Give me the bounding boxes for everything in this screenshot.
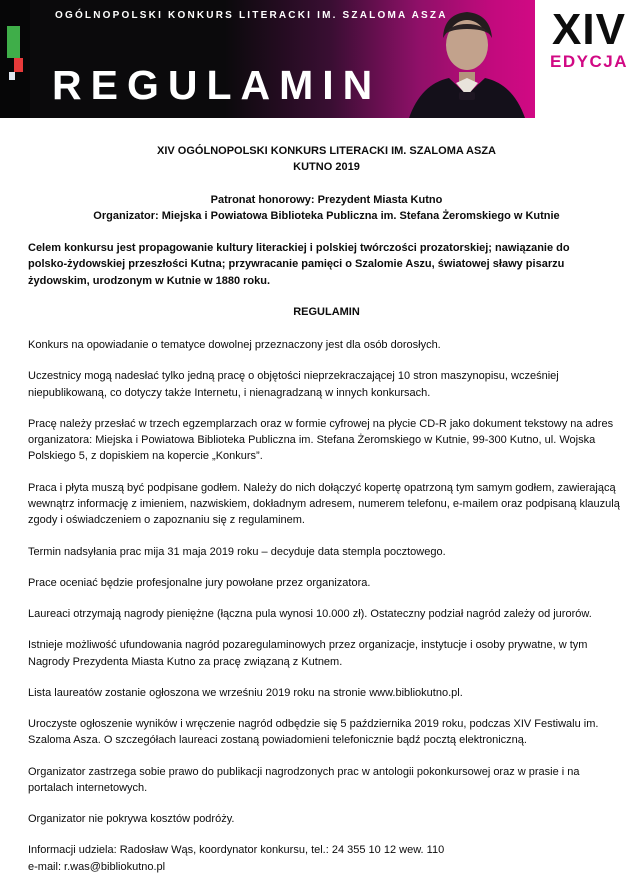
contact-line-2: e-mail: r.was@bibliokutno.pl [28, 860, 166, 873]
document-title-line-2: KUTNO 2019 [293, 161, 360, 174]
patronage-block [28, 192, 625, 225]
contact-line-1: Informacji udziela: Radosław Wąs, koordynator konkursu, tel.: 24 355 10 12 wew. 110 [28, 844, 445, 857]
paragraph-9: Lista laureatów zostanie ogłoszona we wrześniu 2019 roku na stronie www.bibliokutno.pl. [28, 686, 463, 699]
red-accent-bar [14, 58, 23, 72]
section-heading: REGULAMIN [293, 305, 360, 318]
purpose-paragraph: Celem konkursu jest propagowanie kultury literackiej i polskiej twórczości prozatorskiej; nawiązanie do polsko-żydowskiej przeszłości Kutna; przywracanie pamięci o Szalomie Aszu, światowej sławy pisarzu żydowskim, urodzonym w Kutnie w 1880 roku. [28, 242, 570, 287]
document-body [0, 118, 643, 893]
edition-label: EDYCJA [550, 52, 628, 71]
document-title [28, 143, 625, 176]
paragraph-5: Termin nadsyłania prac mija 31 maja 2019 roku – decyduje data stempla pocztowego. [28, 545, 446, 558]
paragraph-2: Uczestnicy mogą nadesłać tylko jedną pracę o objętości nieprzekraczającej 10 stron maszynopisu, wcześniej niepublikowaną, co dotyczy także Internetu, i nienagradzaną w innych konkursach. [28, 370, 559, 399]
edition-roman-numeral: XIV [552, 5, 626, 54]
paragraph-11: Organizator zastrzega sobie prawo do publikacji nagrodzonych prac w antologii pokonkursowej oraz w prasie i na portalach internetowych. [28, 765, 580, 794]
banner-background [0, 0, 535, 118]
paragraph-1: Konkurs na opowiadanie o tematyce dowolnej przeznaczony jest dla osób dorosłych. [28, 339, 441, 352]
paragraph-4: Praca i płyta muszą być podpisane godłem. Należy do nich dołączyć kopertę opatrzoną tym samym godłem, zawierającą wewnątrz informację z imieniem, nazwiskiem, dokładnym adresem, numerem telefonu, e-mailem oraz podpisaną klauzulą zgody i oświadczeniem o zapoznaniu się z regulaminem. [28, 481, 620, 527]
contact-info [28, 842, 625, 875]
paragraph-10: Uroczyste ogłoszenie wyników i wręczenie nagród odbędzie się 5 października 2019 roku, podczas XIV Festiwalu im. Szaloma Asza. O szczegółach laureaci zostaną powiadomieni telefonicznie bądź pocztą elektroniczną. [28, 718, 599, 747]
paragraph-6: Prace oceniać będzie profesjonalne jury powołane przez organizatora. [28, 576, 371, 589]
white-accent-bar [9, 72, 15, 80]
banner [0, 0, 643, 118]
banner-left-strip [0, 0, 30, 118]
paragraph-3: Pracę należy przesłać w trzech egzemplarzach oraz w formie cyfrowej na płycie CD-R jako dokument tekstowy na adres organizatora: Miejska i Powiatowa Biblioteka Publiczna im. Stefana Żeromskiego w Kutnie, 99-300 Kutno, ul. Wojska Polskiego 5, z dopiskiem na kopercie „Konkurs”. [28, 417, 614, 463]
paragraph-7: Laureaci otrzymają nagrody pieniężne (łączna pula wynosi 10.000 zł). Ostateczny podział nagród zależy od jurorów. [28, 608, 592, 621]
patronage-line: Patronat honorowy: Prezydent Miasta Kutno [210, 193, 443, 206]
green-accent-bar [7, 26, 20, 58]
edition-block [535, 0, 643, 118]
banner-title: REGULAMIN [52, 62, 382, 108]
document-title-line-1: XIV OGÓLNOPOLSKI KONKURS LITERACKI IM. SZALOMA ASZA [157, 145, 496, 157]
organizer-line: Organizator: Miejska i Powiatowa Biblioteka Publiczna im. Stefana Żeromskiego w Kutnie [93, 209, 560, 222]
paragraph-12: Organizator nie pokrywa kosztów podróży. [28, 813, 235, 826]
paragraph-8: Istnieje możliwość ufundowania nagród pozaregulaminowych przez organizacje, instytucje i osoby prywatne, w tym Nagrody Prezydenta Miasta Kutno za pracę związaną z Kutnem. [28, 639, 588, 668]
banner-kicker: OGÓLNOPOLSKI KONKURS LITERACKI IM. SZALOMA ASZA [55, 10, 448, 21]
